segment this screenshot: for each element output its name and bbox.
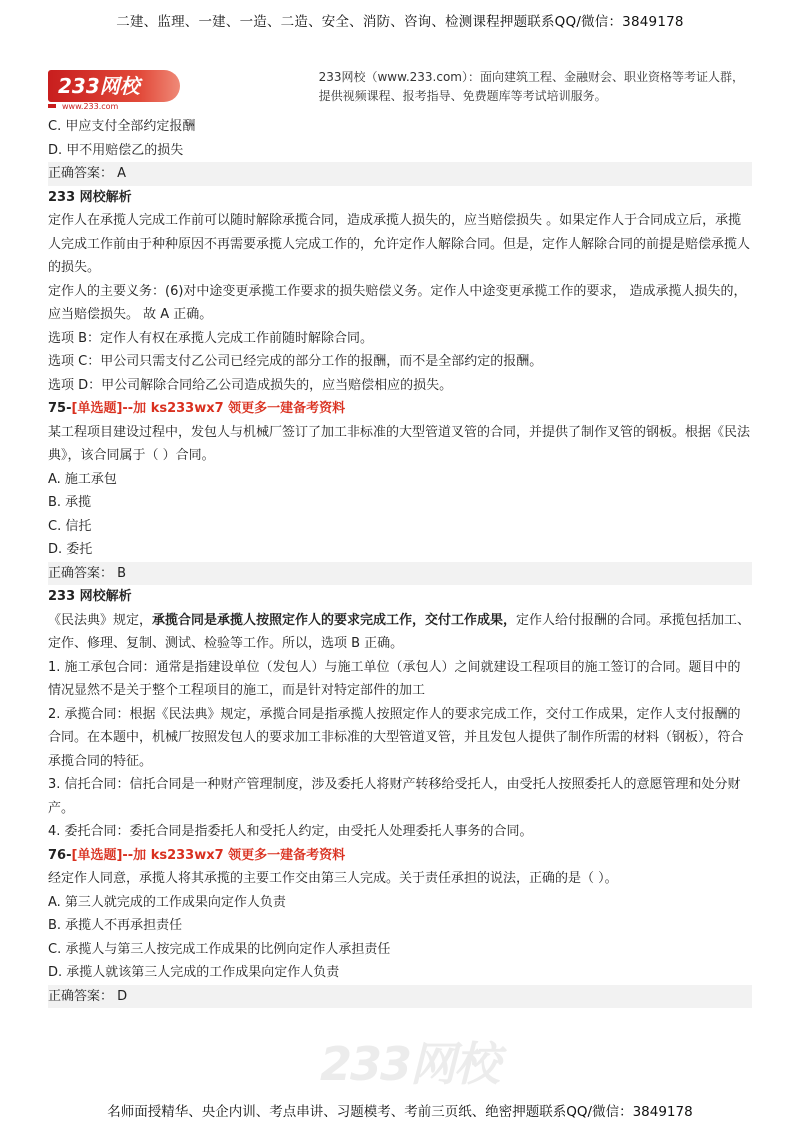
site-logo: 233网校 xyxy=(48,70,180,102)
q75-option-d: D. 委托 xyxy=(48,542,93,557)
header-desc-line-1: 233网校（www.233.com）：面向建筑工程、金融财会、职业资格等考证人群， xyxy=(318,70,744,84)
document-body xyxy=(48,115,752,1008)
prev-option-d: D. 甲不用赔偿乙的损失 xyxy=(48,142,184,158)
q76-title xyxy=(48,844,752,868)
q75-number: 75- xyxy=(48,401,72,416)
header-desc-line-2: 提供视频课程、报考指导、免费题库等考试培训服务。 xyxy=(318,89,607,103)
prev-analysis-title: 233 网校解析 xyxy=(48,189,132,205)
watermark-logo: 233网校 xyxy=(320,1037,499,1091)
q76-option-b: B. 承揽人不再承担责任 xyxy=(48,918,183,933)
logo-subtext: www.233.com xyxy=(62,102,119,111)
prev-answer: 正确答案： A xyxy=(48,162,752,186)
q76-option-a: A. 第三人就完成的工作成果向定作人负责 xyxy=(48,894,286,910)
q75-title-text: [单选题]--加 ks233wx7 领更多一建备考资料 xyxy=(71,401,346,416)
q75-option-b: B. 承揽 xyxy=(48,495,92,510)
q75-analysis-p1 xyxy=(48,609,752,656)
q75-analysis-p4: 3. 信托合同：信托合同是一种财产管理制度，涉及委托人将财产转移给受托人，由受托人按照委托人的意愿管理和处分财产。 xyxy=(48,777,741,816)
q75-answer: 正确答案： B xyxy=(48,562,752,586)
q76-answer: 正确答案： D xyxy=(48,985,752,1009)
prev-analysis-p1: 定作人在承揽人完成工作前可以随时解除承揽合同，造成承揽人损失的，应当赔偿损失 。如果定作人于合同成立后，承揽人完成工作前由于种种原因不再需要承揽人完成工作的，允许定作人解除合同。但是，定作人解除合同的前提是赔偿承揽人的损失。 xyxy=(48,213,751,275)
q75-stem: 某工程项目建设过程中，发包人与机械厂签订了加工非标准的大型管道叉管的合同，并提供了制作叉管的钢板。根据《民法典》，该合同属于（ ）合同。 xyxy=(48,424,751,463)
q75-option-a: A. 施工承包 xyxy=(48,471,117,487)
prev-analysis-p4: 选项 C：甲公司只需支付乙公司已经完成的部分工作的报酬，而不是全部约定的报酬。 xyxy=(48,354,543,369)
prev-analysis-p5: 选项 D：甲公司解除合同给乙公司造成损失的，应当赔偿相应的损失。 xyxy=(48,377,453,393)
q76-stem: 经定作人同意，承揽人将其承揽的主要工作交由第三人完成。关于责任承担的说法，正确的是（ ）。 xyxy=(48,871,618,886)
q75-title xyxy=(48,397,752,421)
prev-analysis-p3: 选项 B：定作人有权在承揽人完成工作前随时解除合同。 xyxy=(48,330,374,346)
q75-analysis-title: 233 网校解析 xyxy=(48,589,132,604)
q75-analysis-p1-pre: 《民法典》规定， xyxy=(48,612,153,628)
q75-analysis-p1-bold: 承揽合同是承揽人按照定作人的要求完成工作，交付工作成果， xyxy=(152,612,517,628)
q75-option-c: C. 信托 xyxy=(48,518,92,534)
prev-analysis-p2: 定作人的主要义务：(6)对中途变更承揽工作要求的损失赔偿义务。定作人中途变更承揽工作的要求， 造成承揽人损失的，应当赔偿损失。 故 A 正确。 xyxy=(48,283,747,322)
q75-analysis-p5: 4. 委托合同：委托合同是指委托人和受托人约定，由受托人处理委托人事务的合同。 xyxy=(48,824,533,839)
q75-analysis-p1-post: 定作人给付报酬的合同。承揽包括加工、定作、修理、复制、测试、检验等工作。所以，选项 B 正确。 xyxy=(48,612,751,651)
q76-option-d: D. 承揽人就该第三人完成的工作成果向定作人负责 xyxy=(48,965,340,980)
header-description xyxy=(319,68,744,106)
page-header xyxy=(0,58,800,118)
q76-title-text: [单选题]--加 ks233wx7 领更多一建备考资料 xyxy=(71,847,346,863)
prev-option-c: C. 甲应支付全部约定报酬 xyxy=(48,119,196,134)
bottom-banner: 名师面授精华、央企内训、考点串讲、习题模考、考前三页纸、绝密押题联系QQ/微信：3849178 xyxy=(107,1104,693,1120)
q76-number: 76- xyxy=(48,847,72,863)
q75-analysis-p2: 1. 施工承包合同：通常是指建设单位（发包人）与施工单位（承包人）之间就建设工程项目的施工签订的合同。题目中的情况显然不是关于整个工程项目的施工，而是针对特定部件的加工 xyxy=(48,659,741,698)
q75-analysis-p3: 2. 承揽合同：根据《民法典》规定，承揽合同是指承揽人按照定作人的要求完成工作，交付工作成果，定作人支付报酬的合同。在本题中，机械厂按照发包人的要求加工非标准的大型管道叉管，并且发包人提供了制作所需的材料（钢板），符合承揽合同的特征。 xyxy=(48,706,744,769)
logo-accent-bar xyxy=(48,104,56,108)
q76-option-c: C. 承揽人与第三人按完成工作成果的比例向定作人承担责任 xyxy=(48,941,391,957)
top-banner: 二建、监理、一建、一造、二造、安全、消防、咨询、检测课程押题联系QQ/微信：3849178 xyxy=(116,14,684,30)
